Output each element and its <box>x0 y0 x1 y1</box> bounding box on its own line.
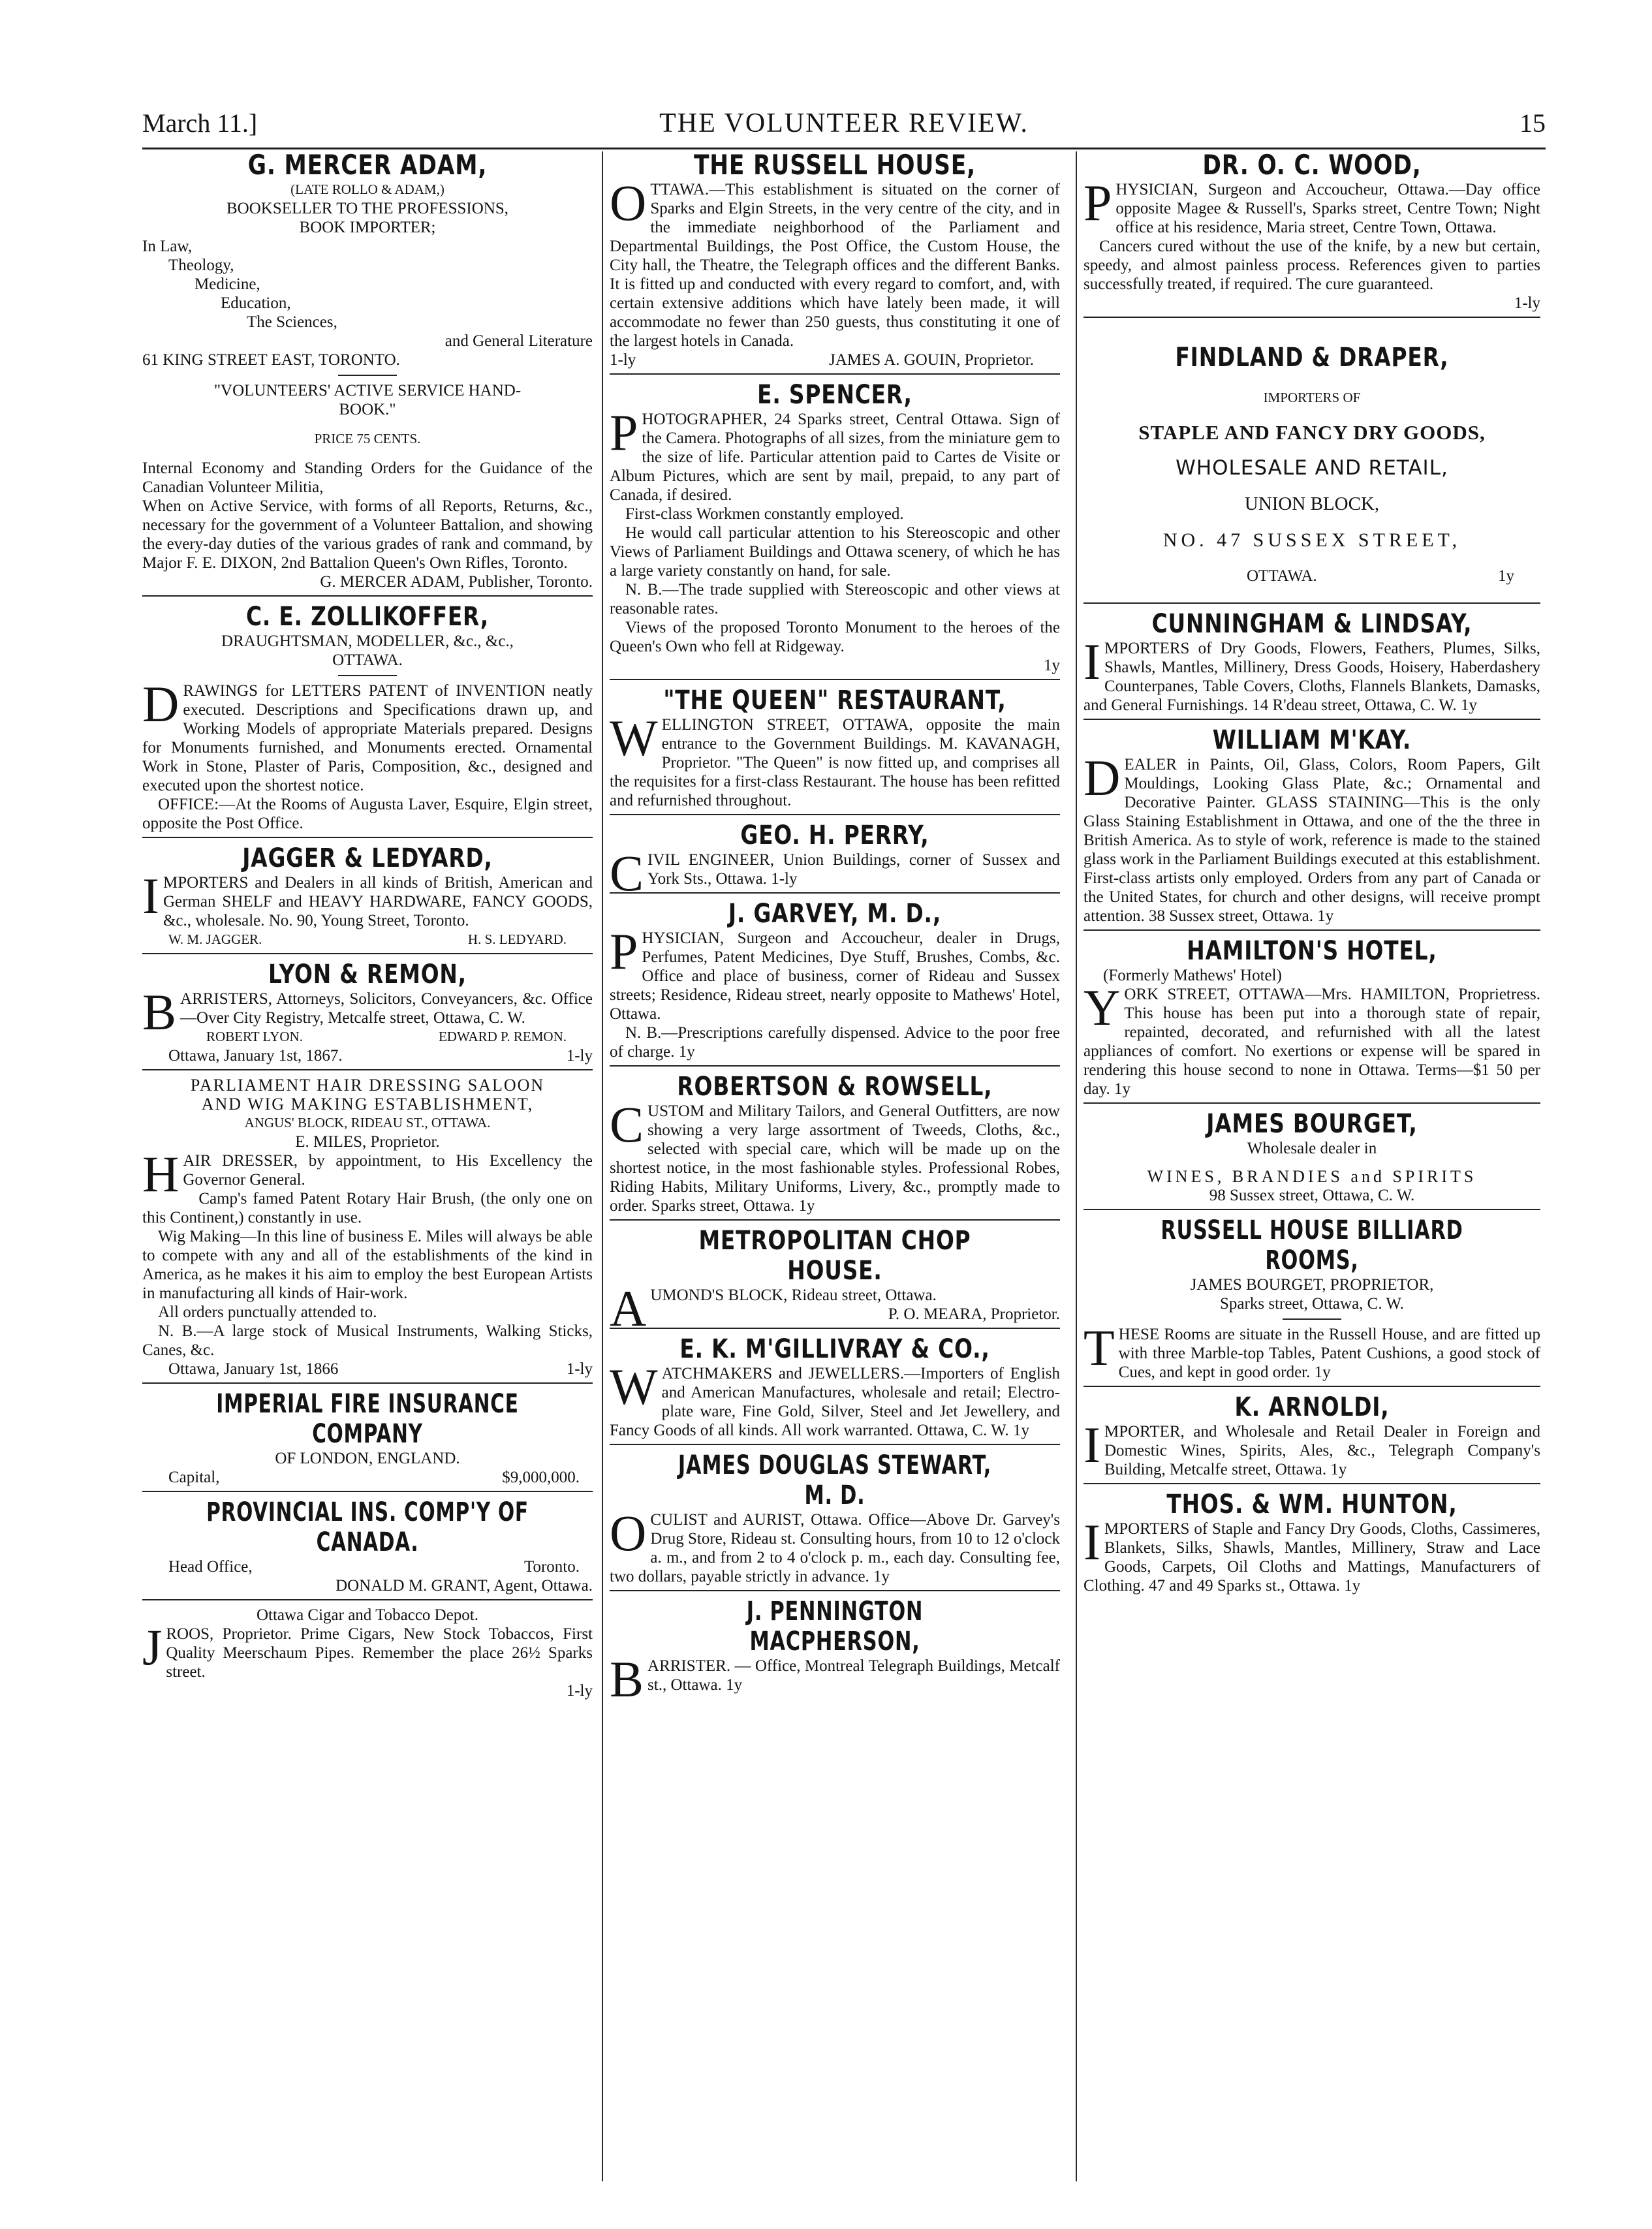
ad-title: PROVINCIAL INS. COMP'Y OF CANADA. <box>206 1497 529 1557</box>
drop-cap: J <box>142 1619 163 1676</box>
ad-signature: DONALD M. GRANT, Agent, Ottawa. <box>335 1577 593 1595</box>
ad-term: 1y <box>1330 1461 1347 1478</box>
separator <box>338 375 397 376</box>
ad-hamiltons-hotel <box>1083 936 1540 1099</box>
ad-line: OF LONDON, ENGLAND. <box>275 1450 460 1467</box>
separator <box>610 1444 1060 1445</box>
ad-title: "THE QUEEN" RESTAURANT, <box>663 685 1006 715</box>
ad-title: METROPOLITAN CHOP HOUSE. <box>698 1226 971 1286</box>
ad-proprietor: E. MILES, Proprietor. <box>295 1133 440 1151</box>
drop-cap: B <box>610 1651 644 1707</box>
ad-title: K. ARNOLDI, <box>1234 1392 1390 1422</box>
partner-name: H. S. LEDYARD. <box>467 931 567 947</box>
separator <box>1083 929 1540 931</box>
ad-body: ATCHMAKERS and JEWELLERS.—Importers of English and American Manufactures, wholesale and retail; Electro-plate ware, Fine Gold, Silver, Steel and Jet Jewellery, and Fancy Goods of all kinds. All work warranted. Ottawa, C. W. <box>610 1365 1060 1439</box>
ad-body: CULIST and AURIST, Ottawa. Office—Above Dr. Garvey's Drug Store, Rideau st. Consulting hours, from 10 to 12 o'clock a. m., and from 2 to 4 o'clock p. m., each day. Consulting fee, two dollars, payable strictly in advance. <box>610 1511 1060 1585</box>
ad-term: 1y <box>1317 907 1334 925</box>
separator <box>1283 1318 1341 1320</box>
ad-stewart <box>610 1450 1060 1586</box>
ad-body: ARRISTERS, Attorneys, Solicitors, Conveyancers, &c. Office—Over City Registry, Metcalfe street, Ottawa, C. W. <box>180 990 593 1027</box>
ad-line: STAPLE AND FANCY DRY GOODS, <box>1138 421 1486 444</box>
ad-body: N. B.—Prescriptions carefully dispensed. Advice to the poor free of charge. <box>610 1024 1060 1061</box>
ad-line: UNION BLOCK, <box>1244 493 1380 514</box>
separator <box>142 1069 593 1070</box>
ad-line: NO. 47 SUSSEX STREET, <box>1162 529 1461 551</box>
ad-body: OFFICE:—At the Rooms of Augusta Laver, Esquire, Elgin street, opposite the Post Office. <box>142 796 593 832</box>
ad-line: BOOKSELLER TO THE PROFESSIONS, <box>226 200 509 217</box>
ad-title: AND WIG MAKING ESTABLISHMENT, <box>201 1095 534 1114</box>
ad-provincial-insurance <box>142 1497 593 1595</box>
ad-title: WILLIAM M'KAY. <box>1212 725 1412 755</box>
ad-billiard-rooms <box>1083 1215 1540 1382</box>
separator <box>610 373 1060 375</box>
ad-queen-restaurant <box>610 685 1060 810</box>
ad-title: HAMILTON'S HOTEL, <box>1187 936 1437 966</box>
ad-body: HYSICIAN, Surgeon and Accoucheur, Ottawa.—Day office opposite Magee & Russell's, Sparks street, Centre Town; Night office at his residence, Maria street, Centre Town, Ottawa. <box>1115 181 1540 236</box>
ad-term: 1y <box>1114 1080 1130 1098</box>
ad-body: Camp's famed Patent Rotary Hair Brush, (the only one on this Continent,) constantly in use. <box>142 1190 593 1226</box>
separator <box>610 1328 1060 1329</box>
ad-cigar-depot <box>142 1606 593 1700</box>
ad-date: Ottawa, January 1st, 1866 <box>168 1360 339 1378</box>
column-divider-1 <box>602 151 603 2181</box>
ad-spencer <box>610 380 1060 675</box>
ad-body: MPORTERS of Dry Goods, Flowers, Feathers, Plumes, Silks, Shawls, Mantles, Millinery, Dress Goods, Hoisery, Haberdashery Counterpanes, Table Covers, Cloths, Flannels Blankets, Damasks, and General Furnishings. 14 R'deau street, Ottawa, C. W. <box>1083 640 1540 714</box>
ad-title: THOS. & WM. HUNTON, <box>1166 1489 1457 1520</box>
separator <box>1083 1483 1540 1484</box>
separator <box>142 1599 593 1600</box>
ad-term: 1y <box>873 1568 890 1585</box>
column-divider-2 <box>1076 151 1077 2181</box>
ad-term: 1y <box>1044 657 1060 674</box>
ad-title: PARLIAMENT HAIR DRESSING SALOON <box>190 1076 545 1095</box>
ad-body: IVIL ENGINEER, Union Buildings, corner of Sussex and York Sts., Ottawa. <box>647 851 1060 888</box>
ad-line: The Sciences, <box>247 313 337 331</box>
drop-cap: H <box>142 1146 179 1202</box>
ad-subtitle: (LATE ROLLO & ADAM,) <box>290 181 444 197</box>
ad-perry <box>610 820 1060 901</box>
ad-title: RUSSELL HOUSE BILLIARD ROOMS, <box>1161 1215 1463 1275</box>
separator <box>1083 1102 1540 1104</box>
ad-macpherson <box>610 1597 1060 1707</box>
ad-body: He would call particular attention to his Stereoscopic and other Views of Parliament Buildings and Ottawa scenery, of which he has a large variety constantly on hand, for sale. <box>610 524 1060 580</box>
separator <box>610 814 1060 815</box>
ad-cunningham-lindsay <box>1083 609 1540 715</box>
ad-lyon-remon <box>142 959 593 1065</box>
drop-cap: W <box>610 709 658 766</box>
ad-signature: G. MERCER ADAM, Publisher, Toronto. <box>320 573 593 591</box>
drop-cap: P <box>610 404 638 461</box>
ad-title: CUNNINGHAM & LINDSAY, <box>1151 609 1473 639</box>
ad-address: ANGUS' BLOCK, RIDEAU ST., OTTAWA. <box>244 1115 491 1130</box>
drop-cap: T <box>1083 1319 1115 1376</box>
ad-proprietor: JAMES A. GOUIN, Proprietor. <box>829 351 1034 369</box>
ad-title: THE RUSSELL HOUSE, <box>693 150 976 181</box>
ad-title: E. SPENCER, <box>757 380 912 410</box>
ad-body: MPORTERS of Staple and Fancy Dry Goods, Cloths, Cassimeres, Blankets, Silks, Shawls, Mantles, Millinery, Straw and Lace Goods, Carpets, Oil Cloths and Mattings, Manufacturers of Clothing. 47 and 49 Sparks st., Ottawa. <box>1083 1520 1540 1595</box>
ad-line: OTTAWA. <box>1247 567 1317 585</box>
ad-body: ORK STREET, OTTAWA—Mrs. HAMILTON, Proprietress. This house has been put into a thorough state of repair, repainted, decorated, and refurnished with all the latest appliances of comfort. No exertions or expense will be spared in rendering this house second to none in Ottawa. Terms—$1 50 per day. <box>1083 986 1540 1098</box>
ad-hair-saloon <box>142 1076 593 1379</box>
ad-robertson-rowsell <box>610 1072 1060 1215</box>
ad-line: "VOLUNTEERS' ACTIVE SERVICE HAND- <box>213 382 522 399</box>
ad-term: 1-ly <box>566 1682 593 1700</box>
drop-cap: C <box>610 845 644 901</box>
ad-value: $9,000,000. <box>502 1469 580 1486</box>
ad-body: Views of the proposed Toronto Monument to the heroes of the Queen's Own who fell at Ridgeway. <box>610 619 1060 655</box>
separator <box>142 837 593 838</box>
drop-cap: I <box>1083 1416 1100 1473</box>
separator <box>1083 719 1540 720</box>
drop-cap: O <box>610 174 647 231</box>
ad-title: IMPERIAL FIRE INSURANCE COMPANY <box>216 1389 519 1449</box>
ad-line: 61 KING STREET EAST, TORONTO. <box>142 351 400 369</box>
ad-address: 98 Sussex street, Ottawa, C. W. <box>1209 1187 1415 1204</box>
ad-term: 1-ly <box>566 1047 593 1065</box>
ad-chop-house <box>610 1226 1060 1337</box>
ad-line: DRAUGHTSMAN, MODELLER, &c., &c., <box>221 632 514 650</box>
ad-body: USTOM and Military Tailors, and General Outfitters, are now showing a very large assortment of Tweeds, Cloths, &c., selected with special care, which will be made up on the shortest notice, in the most fashionable styles. Professional Robes, Riding Habits, Military Uniforms, Livery, &c., promptly made to order. Sparks street, Ottawa. <box>610 1102 1060 1215</box>
separator <box>142 1382 593 1384</box>
ad-body: MPORTER, and Wholesale and Retail Dealer in Foreign and Domestic Wines, Spirits, Ales, &c., Telegraph Company's Building, Metcalfe street, Ottawa. <box>1104 1423 1540 1478</box>
ad-proprietor: JAMES BOURGET, PROPRIETOR, <box>1190 1276 1434 1294</box>
page-number: 15 <box>1520 108 1546 138</box>
ad-title: G. MERCER ADAM, <box>247 150 488 181</box>
ad-hunton <box>1083 1489 1540 1595</box>
ad-line: Medicine, <box>195 275 260 293</box>
partner-name: W. M. JAGGER. <box>168 931 262 947</box>
ad-title: LYON & REMON, <box>268 959 467 990</box>
ad-arnoldi <box>1083 1392 1540 1479</box>
ad-line: OTTAWA. <box>332 651 403 669</box>
ad-address: Sparks street, Ottawa, C. W. <box>1220 1295 1404 1313</box>
drop-cap: D <box>1083 749 1121 806</box>
separator <box>142 1491 593 1492</box>
ad-line: IMPORTERS OF <box>1263 390 1361 405</box>
ad-term: 1y <box>726 1676 743 1694</box>
ad-title: GEO. H. PERRY, <box>740 820 929 850</box>
ad-line: and General Literature <box>444 332 593 350</box>
ad-body: RAWINGS for LETTERS PATENT of INVENTION neatly executed. Descriptions and Specifications drawn up, and Working Models of appropriate Materials prepared. Designs for Monuments furnished, and Monuments erected. Ornamental Work in Stone, Plaster of Paris, Composition, &c., designed and executed upon the shortest notice. <box>142 682 593 794</box>
ad-body: Cancers cured without the use of the knife, by a new but certain, speedy, and almost painless process. References given to parties successfully treated, if required. The cure guaranteed. <box>1083 238 1540 293</box>
ad-title: JAMES DOUGLAS STEWART, M. D. <box>678 1450 992 1510</box>
ad-body: N. B.—A large stock of Musical Instruments, Walking Sticks, Canes, &c. <box>142 1322 593 1359</box>
ad-term: 1y <box>1314 1364 1331 1381</box>
drop-cap: D <box>142 676 179 732</box>
ad-body: HESE Rooms are situate in the Russell House, and are fitted up with three Marble-top Tables, Patent Cushions, a good stock of Cues, and kept in good order. <box>1118 1326 1540 1381</box>
ad-term: 1y <box>798 1197 815 1215</box>
ad-zollikoffer <box>142 602 593 833</box>
page-header <box>142 108 1546 147</box>
ad-label: Capital, <box>168 1469 220 1486</box>
ad-term: 1-ly <box>771 870 798 888</box>
ad-title: FINDLAND & DRAPER, <box>1175 343 1449 373</box>
ad-body: HYSICIAN, Surgeon and Accoucheur, dealer in Drugs, Perfumes, Patent Medicines, Dye Stuff, Brushes, Combs, &c. Office and place of business, corner of Rideau and Sussex streets; Residence, Rideau street, nearly opposite to Mathews' Hotel, Ottawa. <box>610 929 1060 1023</box>
separator <box>1083 1209 1540 1210</box>
masthead-title: THE VOLUNTEER REVIEW. <box>659 108 1029 138</box>
separator <box>338 675 397 676</box>
ad-price: PRICE 75 CENTS. <box>314 431 421 446</box>
separator <box>1083 317 1540 318</box>
ad-body: N. B.—The trade supplied with Stereoscopic and other views at reasonable rates. <box>610 581 1060 617</box>
partner-name: EDWARD P. REMON. <box>438 1029 567 1044</box>
header-rule <box>142 148 1546 149</box>
drop-cap: I <box>1083 633 1100 690</box>
separator <box>610 1065 1060 1067</box>
ad-line: BOOK IMPORTER; <box>299 219 436 236</box>
separator <box>610 892 1060 894</box>
partner-name: ROBERT LYON. <box>206 1029 303 1044</box>
ad-title: J. PENNINGTON MACPHERSON, <box>746 1597 924 1657</box>
ad-value: Toronto. <box>523 1558 580 1576</box>
ad-body: TTAWA.—This establishment is situated on the corner of Sparks and Elgin Streets, in the very centre of the city, and in the immediate neighborhood of the Parliament and Departmental Buildings, the Post Office, the Custom House, the City hall, the Theatre, the Telegraph offices and the different Banks. It is fitted up and conducted with every regard to comfort, and, with certain extensive additions which have lately been made, it will accommodate no fewer than 250 guests, thus constituting it one of the largest hotels in Canada. <box>610 181 1060 350</box>
ad-william-mkay <box>1083 725 1540 926</box>
ad-date: Ottawa, January 1st, 1867. <box>168 1047 343 1065</box>
ad-russell-house <box>610 150 1060 369</box>
ad-term: 1y <box>1461 696 1478 714</box>
drop-cap: B <box>142 984 177 1040</box>
ad-body: Wig Making—In this line of business E. Miles will always be able to compete with any and all of the establishments of the kind in America, as he makes it his aim to employ the best European Artists in manufacturing all kinds of Hair-work. <box>142 1228 593 1302</box>
separator <box>610 1590 1060 1591</box>
ad-proprietor: P. O. MEARA, Proprietor. <box>888 1305 1060 1323</box>
drop-cap: P <box>610 923 638 980</box>
ad-body: AIR DRESSER, by appointment, to His Excellency the Governor General. <box>183 1152 593 1189</box>
ad-term: 1-ly <box>1514 294 1540 312</box>
ad-subtitle: (Formerly Mathews' Hotel) <box>1103 967 1282 984</box>
ad-body: When on Active Service, with forms of all Reports, Returns, &c., necessary for the government of a Volunteer Battalion, and showing the every-day duties of the various grades of rank and command, by Major F. E. DIXON, 2nd Battalion Queen's Own Rifles, Toronto. <box>142 497 593 572</box>
ad-body: MPORTERS and Dealers in all kinds of British, American and German SHELF and HEAVY HARDWARE, FANCY GOODS, &c., wholesale. No. 90, Young Street, Toronto. <box>163 874 593 929</box>
ad-body: UMOND'S BLOCK, Rideau street, Ottawa. <box>650 1286 937 1304</box>
separator <box>142 595 593 597</box>
ad-imperial-insurance <box>142 1389 593 1487</box>
ad-findland-draper <box>1083 323 1540 599</box>
ad-term: 1y <box>678 1043 695 1061</box>
ad-body: First-class Workmen constantly employed. <box>625 505 904 523</box>
ad-body: EALER in Paints, Oil, Glass, Colors, Room Papers, Gilt Mouldings, Looking Glass Plate, &c.; Ornamental and Decorative Painter. GLASS STAINING—This is the only Glass Staining Establishment in Ottawa, and one of the the three in British America. As to style of work, reference is made to the stained glass work in the Parliament Buildings executed at this establishment. First-class artists only employed. Orders from any part of Canada or the United States, for church and other designs, will receive prompt attention. 38 Sussex street, Ottawa. <box>1083 756 1540 925</box>
ad-term: 1y <box>1498 567 1514 585</box>
ad-term: 1y <box>1012 1422 1029 1439</box>
ad-body: ROOS, Proprietor. Prime Cigars, New Stock Tobaccos, First Quality Meerschaum Pipes. Remember the place 26½ Sparks street. <box>166 1625 593 1681</box>
issue-date: March 11.] <box>142 108 258 138</box>
ad-title: DR. O. C. WOOD, <box>1202 150 1422 181</box>
ad-subtitle: Wholesale dealer in <box>1247 1140 1377 1157</box>
drop-cap: Y <box>1083 979 1121 1036</box>
drop-cap: P <box>1083 174 1112 231</box>
ad-james-bourget <box>1083 1109 1540 1205</box>
ad-line: WINES, BRANDIES and SPIRITS <box>1147 1167 1477 1186</box>
ad-body: HOTOGRAPHER, 24 Sparks street, Central Ottawa. Sign of the Camera. Photographs of all sizes, from the miniature gem to the size of life. Particular attention paid to Cartes de Visite or Album Pictures, which are sent by mail, prepaid, to any part of Canada, if desired. <box>610 411 1060 504</box>
ad-body: Internal Economy and Standing Orders for the Guidance of the Canadian Volunteer Militia, <box>142 460 593 496</box>
column-right <box>1083 150 1540 2187</box>
column-left <box>142 150 593 2187</box>
ad-title: ROBERTSON & ROWSELL, <box>677 1072 993 1102</box>
ad-line: WHOLESALE AND RETAIL, <box>1176 456 1448 480</box>
ad-term: 1-ly <box>610 351 636 369</box>
drop-cap: O <box>610 1504 647 1561</box>
drop-cap: I <box>142 867 159 924</box>
ad-title: J. GARVEY, M. D., <box>728 899 942 929</box>
ad-jagger-ledyard <box>142 843 593 949</box>
separator <box>610 679 1060 680</box>
ad-title: JAMES BOURGET, <box>1206 1109 1418 1139</box>
ad-body: ARRISTER. — Office, Montreal Telegraph Buildings, Metcalf st., Ottawa. <box>647 1657 1060 1694</box>
drop-cap: A <box>610 1280 647 1337</box>
drop-cap: C <box>610 1096 644 1153</box>
ad-garvey <box>610 899 1060 1061</box>
ad-term: 1-ly <box>566 1360 593 1378</box>
ad-title: JAGGER & LEDYARD, <box>242 843 493 873</box>
ad-title: Ottawa Cigar and Tobacco Depot. <box>256 1606 479 1624</box>
column-middle <box>610 150 1060 2187</box>
ad-term: 1y <box>1344 1577 1361 1595</box>
ad-title: E. K. M'GILLIVRAY & CO., <box>679 1334 990 1364</box>
separator <box>1083 602 1540 604</box>
drop-cap: W <box>610 1358 658 1415</box>
separator <box>1083 1386 1540 1387</box>
drop-cap: I <box>1083 1514 1100 1570</box>
separator <box>610 1219 1060 1221</box>
ad-title: C. E. ZOLLIKOFFER, <box>245 602 490 632</box>
ad-line: BOOK." <box>339 401 396 418</box>
ad-label: Head Office, <box>168 1558 253 1576</box>
separator <box>142 953 593 954</box>
ad-line: Theology, <box>168 257 234 274</box>
ad-mcgillivray <box>610 1334 1060 1440</box>
ad-body: ELLINGTON STREET, OTTAWA, opposite the main entrance to the Government Buildings. M. KAVANAGH, Proprietor. "The Queen" is now fitted up, and comprises all the requisites for a first-class Restaurant. The house has been refitted and refurnished throughout. <box>610 716 1060 809</box>
ad-line: In Law, <box>142 238 193 255</box>
ad-line: Education, <box>221 294 291 312</box>
ad-body: All orders punctually attended to. <box>158 1303 377 1321</box>
ad-wood <box>1083 150 1540 313</box>
ad-mercer-adam <box>142 150 593 591</box>
